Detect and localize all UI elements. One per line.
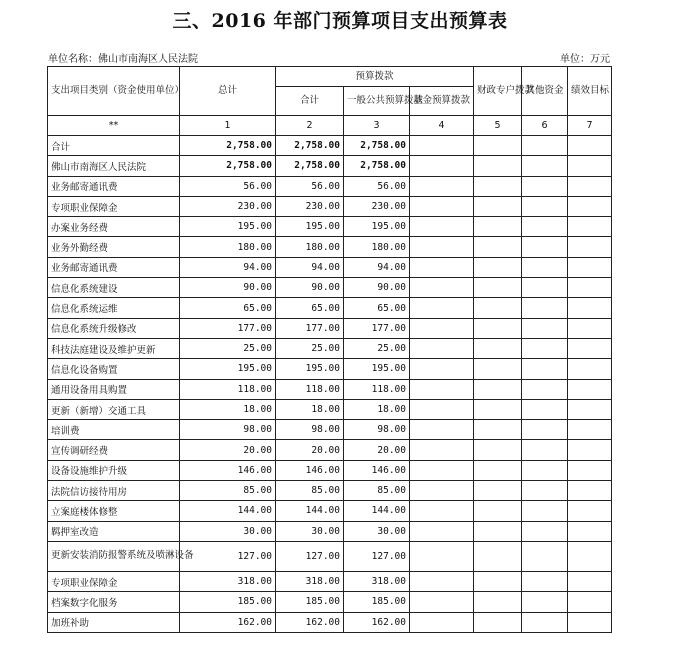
cell-empty <box>568 592 612 612</box>
cell-subtotal: 98.00 <box>276 420 344 440</box>
cell-general-public: 144.00 <box>344 501 410 521</box>
cell-empty <box>568 257 612 277</box>
table-row <box>48 338 612 358</box>
column-index-7: 7 <box>568 116 612 136</box>
row-name: 业务邮寄通讯费 <box>48 176 180 196</box>
cell-total: 127.00 <box>180 541 276 571</box>
table-row <box>48 592 612 612</box>
cell-empty <box>474 217 522 237</box>
cell-empty <box>410 440 474 460</box>
cell-total: 94.00 <box>180 257 276 277</box>
table-row <box>48 156 612 176</box>
row-name: 通用设备用具购置 <box>48 379 180 399</box>
cell-general-public: 90.00 <box>344 278 410 298</box>
row-name: 羁押室改造 <box>48 521 180 541</box>
row-name: 专项职业保障金 <box>48 571 180 591</box>
cell-empty <box>568 278 612 298</box>
row-name: 科技法庭建设及维护更新 <box>48 338 180 358</box>
cell-subtotal: 20.00 <box>276 440 344 460</box>
cell-empty <box>522 481 568 501</box>
unit-name-label: 单位名称：佛山市南海区人民法院 <box>48 54 198 65</box>
cell-empty <box>568 521 612 541</box>
table-row <box>48 318 612 338</box>
row-name: 档案数字化服务 <box>48 592 180 612</box>
cell-general-public: 65.00 <box>344 298 410 318</box>
cell-empty <box>522 359 568 379</box>
header-other-funds: 其他资金 <box>522 67 568 116</box>
row-name: 加班补助 <box>48 612 180 632</box>
table-row <box>48 176 612 196</box>
table-row <box>48 257 612 277</box>
cell-empty <box>474 592 522 612</box>
row-name: 更新（新增）交通工具 <box>48 399 180 419</box>
row-name: 办案业务经费 <box>48 217 180 237</box>
currency-unit-label: 单位：万元 <box>560 54 610 65</box>
cell-empty <box>522 399 568 419</box>
cell-subtotal: 90.00 <box>276 278 344 298</box>
row-name: 业务外勤经费 <box>48 237 180 257</box>
table-row <box>48 196 612 216</box>
cell-general-public: 20.00 <box>344 440 410 460</box>
table-row <box>48 440 612 460</box>
row-name: 专项职业保障金 <box>48 196 180 216</box>
cell-total: 162.00 <box>180 612 276 632</box>
cell-total: 144.00 <box>180 501 276 521</box>
cell-empty <box>410 237 474 257</box>
cell-total: 185.00 <box>180 592 276 612</box>
cell-general-public: 230.00 <box>344 196 410 216</box>
row-name: 合计 <box>48 136 180 156</box>
cell-total: 90.00 <box>180 278 276 298</box>
cell-subtotal: 177.00 <box>276 318 344 338</box>
table-row <box>48 612 612 632</box>
cell-empty <box>410 420 474 440</box>
table-row <box>48 571 612 591</box>
column-index-5: 5 <box>474 116 522 136</box>
cell-empty <box>522 176 568 196</box>
cell-empty <box>410 338 474 358</box>
row-name: 宣传调研经费 <box>48 440 180 460</box>
cell-empty <box>474 571 522 591</box>
cell-general-public: 162.00 <box>344 612 410 632</box>
cell-empty <box>568 359 612 379</box>
cell-total: 195.00 <box>180 217 276 237</box>
cell-empty <box>410 481 474 501</box>
cell-subtotal: 144.00 <box>276 501 344 521</box>
cell-empty <box>522 612 568 632</box>
cell-subtotal: 185.00 <box>276 592 344 612</box>
header-total: 总计 <box>180 67 276 116</box>
cell-subtotal: 85.00 <box>276 481 344 501</box>
cell-subtotal: 230.00 <box>276 196 344 216</box>
table-row <box>48 460 612 480</box>
cell-empty <box>474 440 522 460</box>
cell-empty <box>568 318 612 338</box>
row-name: 设备设施维护升级 <box>48 460 180 480</box>
row-name: 更新安装消防报警系统及喷淋设备 <box>48 541 180 571</box>
row-name: 信息化系统运维 <box>48 298 180 318</box>
column-index-1: 1 <box>180 116 276 136</box>
cell-empty <box>474 196 522 216</box>
cell-empty <box>568 196 612 216</box>
cell-empty <box>474 237 522 257</box>
table-row <box>48 521 612 541</box>
cell-empty <box>474 136 522 156</box>
cell-empty <box>522 318 568 338</box>
cell-empty <box>568 460 612 480</box>
cell-general-public: 2,758.00 <box>344 136 410 156</box>
cell-total: 56.00 <box>180 176 276 196</box>
cell-subtotal: 318.00 <box>276 571 344 591</box>
cell-empty <box>410 359 474 379</box>
cell-empty <box>474 521 522 541</box>
cell-empty <box>410 257 474 277</box>
cell-subtotal: 118.00 <box>276 379 344 399</box>
cell-total: 20.00 <box>180 440 276 460</box>
cell-subtotal: 195.00 <box>276 359 344 379</box>
table-row <box>48 298 612 318</box>
cell-empty <box>474 379 522 399</box>
cell-subtotal: 56.00 <box>276 176 344 196</box>
cell-empty <box>410 176 474 196</box>
cell-empty <box>474 359 522 379</box>
table-row <box>48 420 612 440</box>
cell-subtotal: 146.00 <box>276 460 344 480</box>
cell-general-public: 195.00 <box>344 217 410 237</box>
cell-empty <box>522 379 568 399</box>
cell-empty <box>568 338 612 358</box>
cell-empty <box>522 440 568 460</box>
cell-subtotal: 195.00 <box>276 217 344 237</box>
cell-empty <box>410 399 474 419</box>
cell-empty <box>522 237 568 257</box>
cell-general-public: 18.00 <box>344 399 410 419</box>
cell-empty <box>474 278 522 298</box>
cell-empty <box>474 541 522 571</box>
row-name: 立案庭楼体修整 <box>48 501 180 521</box>
cell-subtotal: 30.00 <box>276 521 344 541</box>
table-row <box>48 136 612 156</box>
cell-empty <box>568 420 612 440</box>
cell-subtotal: 2,758.00 <box>276 136 344 156</box>
cell-empty <box>522 217 568 237</box>
cell-total: 65.00 <box>180 298 276 318</box>
cell-total: 98.00 <box>180 420 276 440</box>
header-performance: 绩效目标 <box>568 67 612 116</box>
cell-empty <box>474 156 522 176</box>
cell-empty <box>568 541 612 571</box>
cell-empty <box>474 460 522 480</box>
cell-total: 195.00 <box>180 359 276 379</box>
table-row <box>48 278 612 298</box>
header-budget-allocation: 预算拨款 <box>276 67 474 87</box>
cell-empty <box>522 460 568 480</box>
row-name: 信息化设备购置 <box>48 359 180 379</box>
cell-total: 25.00 <box>180 338 276 358</box>
table-row <box>48 481 612 501</box>
cell-total: 180.00 <box>180 237 276 257</box>
header-fund: 基金预算拨款 <box>410 87 474 116</box>
cell-empty <box>474 612 522 632</box>
cell-empty <box>568 571 612 591</box>
cell-empty <box>522 156 568 176</box>
cell-empty <box>522 278 568 298</box>
cell-empty <box>568 298 612 318</box>
row-name: 佛山市南海区人民法院 <box>48 156 180 176</box>
table-row <box>48 379 612 399</box>
cell-empty <box>410 501 474 521</box>
cell-empty <box>568 176 612 196</box>
row-name: 信息化系统升级修改 <box>48 318 180 338</box>
cell-subtotal: 127.00 <box>276 541 344 571</box>
cell-empty <box>522 521 568 541</box>
cell-empty <box>474 481 522 501</box>
table-row <box>48 501 612 521</box>
cell-subtotal: 65.00 <box>276 298 344 318</box>
cell-general-public: 318.00 <box>344 571 410 591</box>
cell-empty <box>410 379 474 399</box>
cell-general-public: 180.00 <box>344 237 410 257</box>
cell-empty <box>568 612 612 632</box>
cell-empty <box>568 156 612 176</box>
row-name: 业务邮寄通讯费 <box>48 257 180 277</box>
cell-empty <box>522 136 568 156</box>
cell-total: 118.00 <box>180 379 276 399</box>
cell-general-public: 146.00 <box>344 460 410 480</box>
cell-empty <box>522 298 568 318</box>
cell-total: 85.00 <box>180 481 276 501</box>
cell-empty <box>410 571 474 591</box>
table-row <box>48 237 612 257</box>
cell-empty <box>568 136 612 156</box>
cell-empty <box>410 196 474 216</box>
cell-general-public: 30.00 <box>344 521 410 541</box>
cell-empty <box>410 156 474 176</box>
table-row <box>48 399 612 419</box>
cell-subtotal: 25.00 <box>276 338 344 358</box>
cell-empty <box>522 338 568 358</box>
cell-general-public: 2,758.00 <box>344 156 410 176</box>
cell-total: 230.00 <box>180 196 276 216</box>
cell-general-public: 98.00 <box>344 420 410 440</box>
cell-subtotal: 18.00 <box>276 399 344 419</box>
budget-table <box>47 66 612 633</box>
cell-empty <box>410 278 474 298</box>
table-row <box>48 359 612 379</box>
cell-empty <box>410 541 474 571</box>
cell-general-public: 118.00 <box>344 379 410 399</box>
cell-empty <box>522 196 568 216</box>
header-subtotal: 合计 <box>276 87 344 116</box>
column-index-2: 2 <box>276 116 344 136</box>
cell-general-public: 56.00 <box>344 176 410 196</box>
cell-total: 18.00 <box>180 399 276 419</box>
cell-general-public: 127.00 <box>344 541 410 571</box>
cell-total: 318.00 <box>180 571 276 591</box>
cell-empty <box>474 318 522 338</box>
cell-general-public: 195.00 <box>344 359 410 379</box>
cell-general-public: 94.00 <box>344 257 410 277</box>
cell-empty <box>568 379 612 399</box>
column-index-3: 3 <box>344 116 410 136</box>
cell-general-public: 85.00 <box>344 481 410 501</box>
header-general-public: 一般公共预算拨款 <box>344 87 410 116</box>
cell-total: 146.00 <box>180 460 276 480</box>
row-name: 培训费 <box>48 420 180 440</box>
page-title: 三、2016 年部门预算项目支出预算表 <box>172 10 508 32</box>
header-fiscal-special: 财政专户拨款 <box>474 67 522 116</box>
column-index-0: ** <box>48 116 180 136</box>
cell-empty <box>474 399 522 419</box>
cell-total: 2,758.00 <box>180 136 276 156</box>
cell-empty <box>522 420 568 440</box>
cell-empty <box>410 592 474 612</box>
cell-empty <box>522 592 568 612</box>
cell-empty <box>474 257 522 277</box>
cell-general-public: 185.00 <box>344 592 410 612</box>
cell-subtotal: 94.00 <box>276 257 344 277</box>
cell-total: 2,758.00 <box>180 156 276 176</box>
cell-empty <box>522 571 568 591</box>
cell-subtotal: 2,758.00 <box>276 156 344 176</box>
cell-empty <box>410 298 474 318</box>
cell-general-public: 25.00 <box>344 338 410 358</box>
header-category: 支出项目类别（资金使用单位） <box>48 67 180 116</box>
table-row <box>48 541 612 571</box>
cell-total: 177.00 <box>180 318 276 338</box>
cell-empty <box>474 420 522 440</box>
cell-empty <box>568 217 612 237</box>
cell-empty <box>410 136 474 156</box>
cell-empty <box>474 298 522 318</box>
cell-empty <box>474 176 522 196</box>
cell-general-public: 177.00 <box>344 318 410 338</box>
row-name: 信息化系统建设 <box>48 278 180 298</box>
cell-empty <box>568 501 612 521</box>
cell-empty <box>410 460 474 480</box>
cell-empty <box>522 541 568 571</box>
cell-empty <box>568 237 612 257</box>
column-index-6: 6 <box>522 116 568 136</box>
row-name: 法院信访接待用房 <box>48 481 180 501</box>
cell-empty <box>568 399 612 419</box>
cell-subtotal: 180.00 <box>276 237 344 257</box>
cell-total: 30.00 <box>180 521 276 541</box>
cell-empty <box>522 257 568 277</box>
cell-empty <box>410 217 474 237</box>
cell-empty <box>568 481 612 501</box>
cell-subtotal: 162.00 <box>276 612 344 632</box>
cell-empty <box>410 318 474 338</box>
cell-empty <box>474 501 522 521</box>
table-row <box>48 217 612 237</box>
cell-empty <box>410 612 474 632</box>
column-index-4: 4 <box>410 116 474 136</box>
cell-empty <box>568 440 612 460</box>
cell-empty <box>522 501 568 521</box>
cell-empty <box>474 338 522 358</box>
cell-empty <box>410 521 474 541</box>
